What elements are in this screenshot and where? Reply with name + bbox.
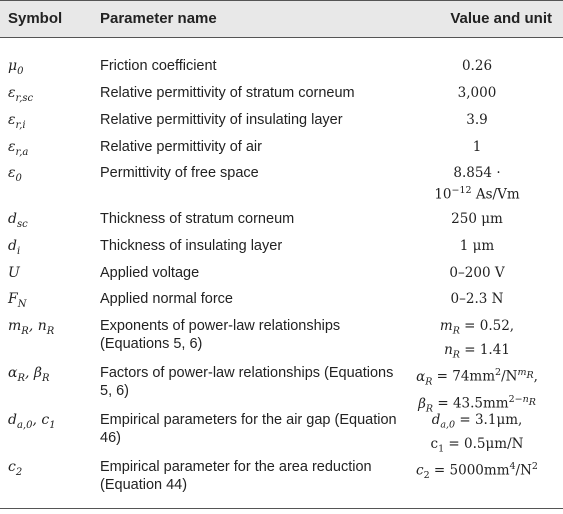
parameter-name-cell: Relative permittivity of insulating layer: [100, 112, 343, 128]
symbol-cell: $F_N$: [8, 291, 27, 310]
value-cell: 0–200 V: [449, 265, 505, 281]
parameter-name-cell: Empirical parameter for the area reduction (Equation 44): [100, 459, 372, 493]
parameter-name-cell: Applied voltage: [100, 265, 200, 281]
value-cell: 3,000: [457, 85, 497, 101]
parameter-name-cell: Factors of power-law relationships (Equations 5, 6): [100, 365, 394, 399]
value-cell: $d_{a,0} = 3.1\mu m$, $c_1 = 0.5\mu m/N$: [430, 412, 524, 455]
symbol-cell: $\mu_0$: [8, 58, 24, 77]
symbol-cell: $\varepsilon_{r,i}$: [8, 112, 26, 131]
value-cell: 0–2.3 N: [450, 291, 504, 307]
parameter-name-cell: Exponents of power-law relationships (Equations 5, 6): [100, 318, 341, 352]
symbol-cell: $d_i$: [8, 238, 21, 257]
value-cell: 3.9: [466, 112, 488, 128]
value-cell: $\alpha_R = 74mm^2/N^{m_R}$, $\beta_R = 43.5mm^{2-n_R}$: [416, 367, 538, 415]
header-rule: [0, 37, 563, 38]
value-cell: $m_R = 0.52$, $n_R = 1.41$: [439, 318, 515, 361]
parameter-name-cell: Applied normal force: [100, 291, 233, 307]
symbol-cell: $m_R$, $n_R$: [8, 318, 55, 337]
header-parameter-name: Parameter name: [100, 10, 217, 27]
header-value-unit: Value and unit: [450, 10, 552, 27]
symbol-cell: $\varepsilon_{r,a}$: [8, 139, 29, 158]
value-cell: 8.854 · $10^{-12}$ As/Vm: [434, 165, 520, 203]
value-cell: 0.26: [461, 58, 493, 74]
symbol-cell: $\alpha_R$, $\beta_R$: [8, 365, 50, 384]
symbol-cell: U: [8, 265, 20, 281]
parameter-name-cell: Thickness of stratum corneum: [100, 211, 295, 227]
symbol-cell: $\varepsilon_{r,sc}$: [8, 85, 34, 104]
value-cell: $c_2 = 5000mm^4/N^2$: [416, 461, 538, 482]
parameter-name-cell: Relative permittivity of stratum corneum: [100, 85, 355, 101]
value-cell: 1 μm: [459, 238, 495, 254]
bottom-rule: [0, 508, 563, 509]
parameter-name-cell: Friction coefficient: [100, 58, 217, 74]
parameter-name-cell: Thickness of insulating layer: [100, 238, 283, 254]
symbol-cell: $d_{sc}$: [8, 211, 28, 230]
symbol-cell: $d_{a,0}$, $c_1$: [8, 412, 56, 431]
value-cell: 1: [472, 139, 482, 155]
parameter-name-cell: Permittivity of free space: [100, 165, 259, 181]
parameter-name-cell: Empirical parameters for the air gap (Equation 46): [100, 412, 397, 446]
symbol-cell: $\varepsilon_0$: [8, 165, 22, 184]
parameter-name-cell: Relative permittivity of air: [100, 139, 262, 155]
header-symbol: Symbol: [8, 10, 63, 27]
symbol-cell: $c_2$: [8, 459, 23, 478]
value-cell: 250 μm: [451, 211, 503, 227]
